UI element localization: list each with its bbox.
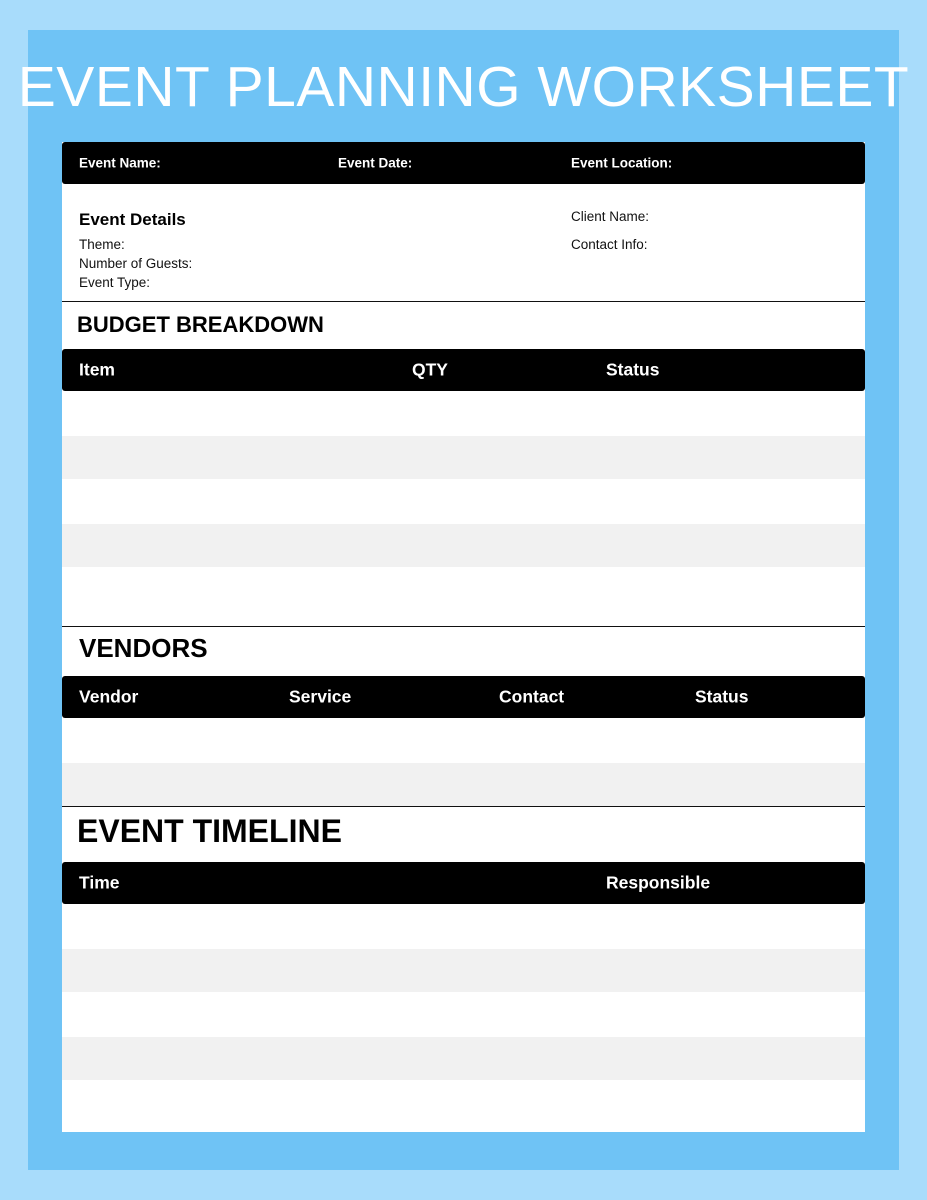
page-title: EVENT PLANNING WORKSHEET <box>17 55 910 119</box>
table-row[interactable] <box>62 1037 865 1080</box>
vendors-col-status: Status <box>695 686 749 707</box>
event-type-label: Event Type: <box>79 275 151 290</box>
budget-table-header <box>62 349 865 391</box>
vendors-col-contact: Contact <box>499 686 565 707</box>
theme-label: Theme: <box>79 237 125 252</box>
event-date-label: Event Date: <box>338 155 413 171</box>
table-row[interactable] <box>62 479 865 524</box>
event-info-bar <box>62 142 865 184</box>
budget-col-item: Item <box>79 359 115 380</box>
divider <box>62 806 865 807</box>
budget-col-status: Status <box>606 359 660 380</box>
table-row[interactable] <box>62 436 865 479</box>
budget-heading: BUDGET BREAKDOWN <box>77 312 324 337</box>
divider <box>62 626 865 627</box>
timeline-col-time: Time <box>79 872 120 893</box>
guests-label: Number of Guests: <box>79 256 193 271</box>
table-row[interactable] <box>62 949 865 992</box>
table-row[interactable] <box>62 763 865 806</box>
event-details-heading: Event Details <box>79 210 186 229</box>
vendors-col-service: Service <box>289 686 352 707</box>
worksheet <box>62 142 865 1132</box>
contact-info-label: Contact Info: <box>571 237 648 252</box>
table-row[interactable] <box>62 904 865 949</box>
table-row[interactable] <box>62 391 865 436</box>
vendors-col-vendor: Vendor <box>79 686 139 707</box>
divider <box>62 301 865 302</box>
table-row[interactable] <box>62 1080 865 1132</box>
timeline-heading: EVENT TIMELINE <box>77 813 342 849</box>
event-location-label: Event Location: <box>571 155 673 171</box>
table-row[interactable] <box>62 718 865 763</box>
vendors-table-header <box>62 676 865 718</box>
table-row[interactable] <box>62 567 865 625</box>
table-row[interactable] <box>62 992 865 1037</box>
timeline-col-responsible: Responsible <box>606 872 711 893</box>
timeline-table-header <box>62 862 865 904</box>
vendors-heading: VENDORS <box>79 633 208 663</box>
budget-col-qty: QTY <box>412 359 448 380</box>
client-name-label: Client Name: <box>571 209 650 224</box>
table-row[interactable] <box>62 524 865 567</box>
event-name-label: Event Name: <box>79 155 161 171</box>
